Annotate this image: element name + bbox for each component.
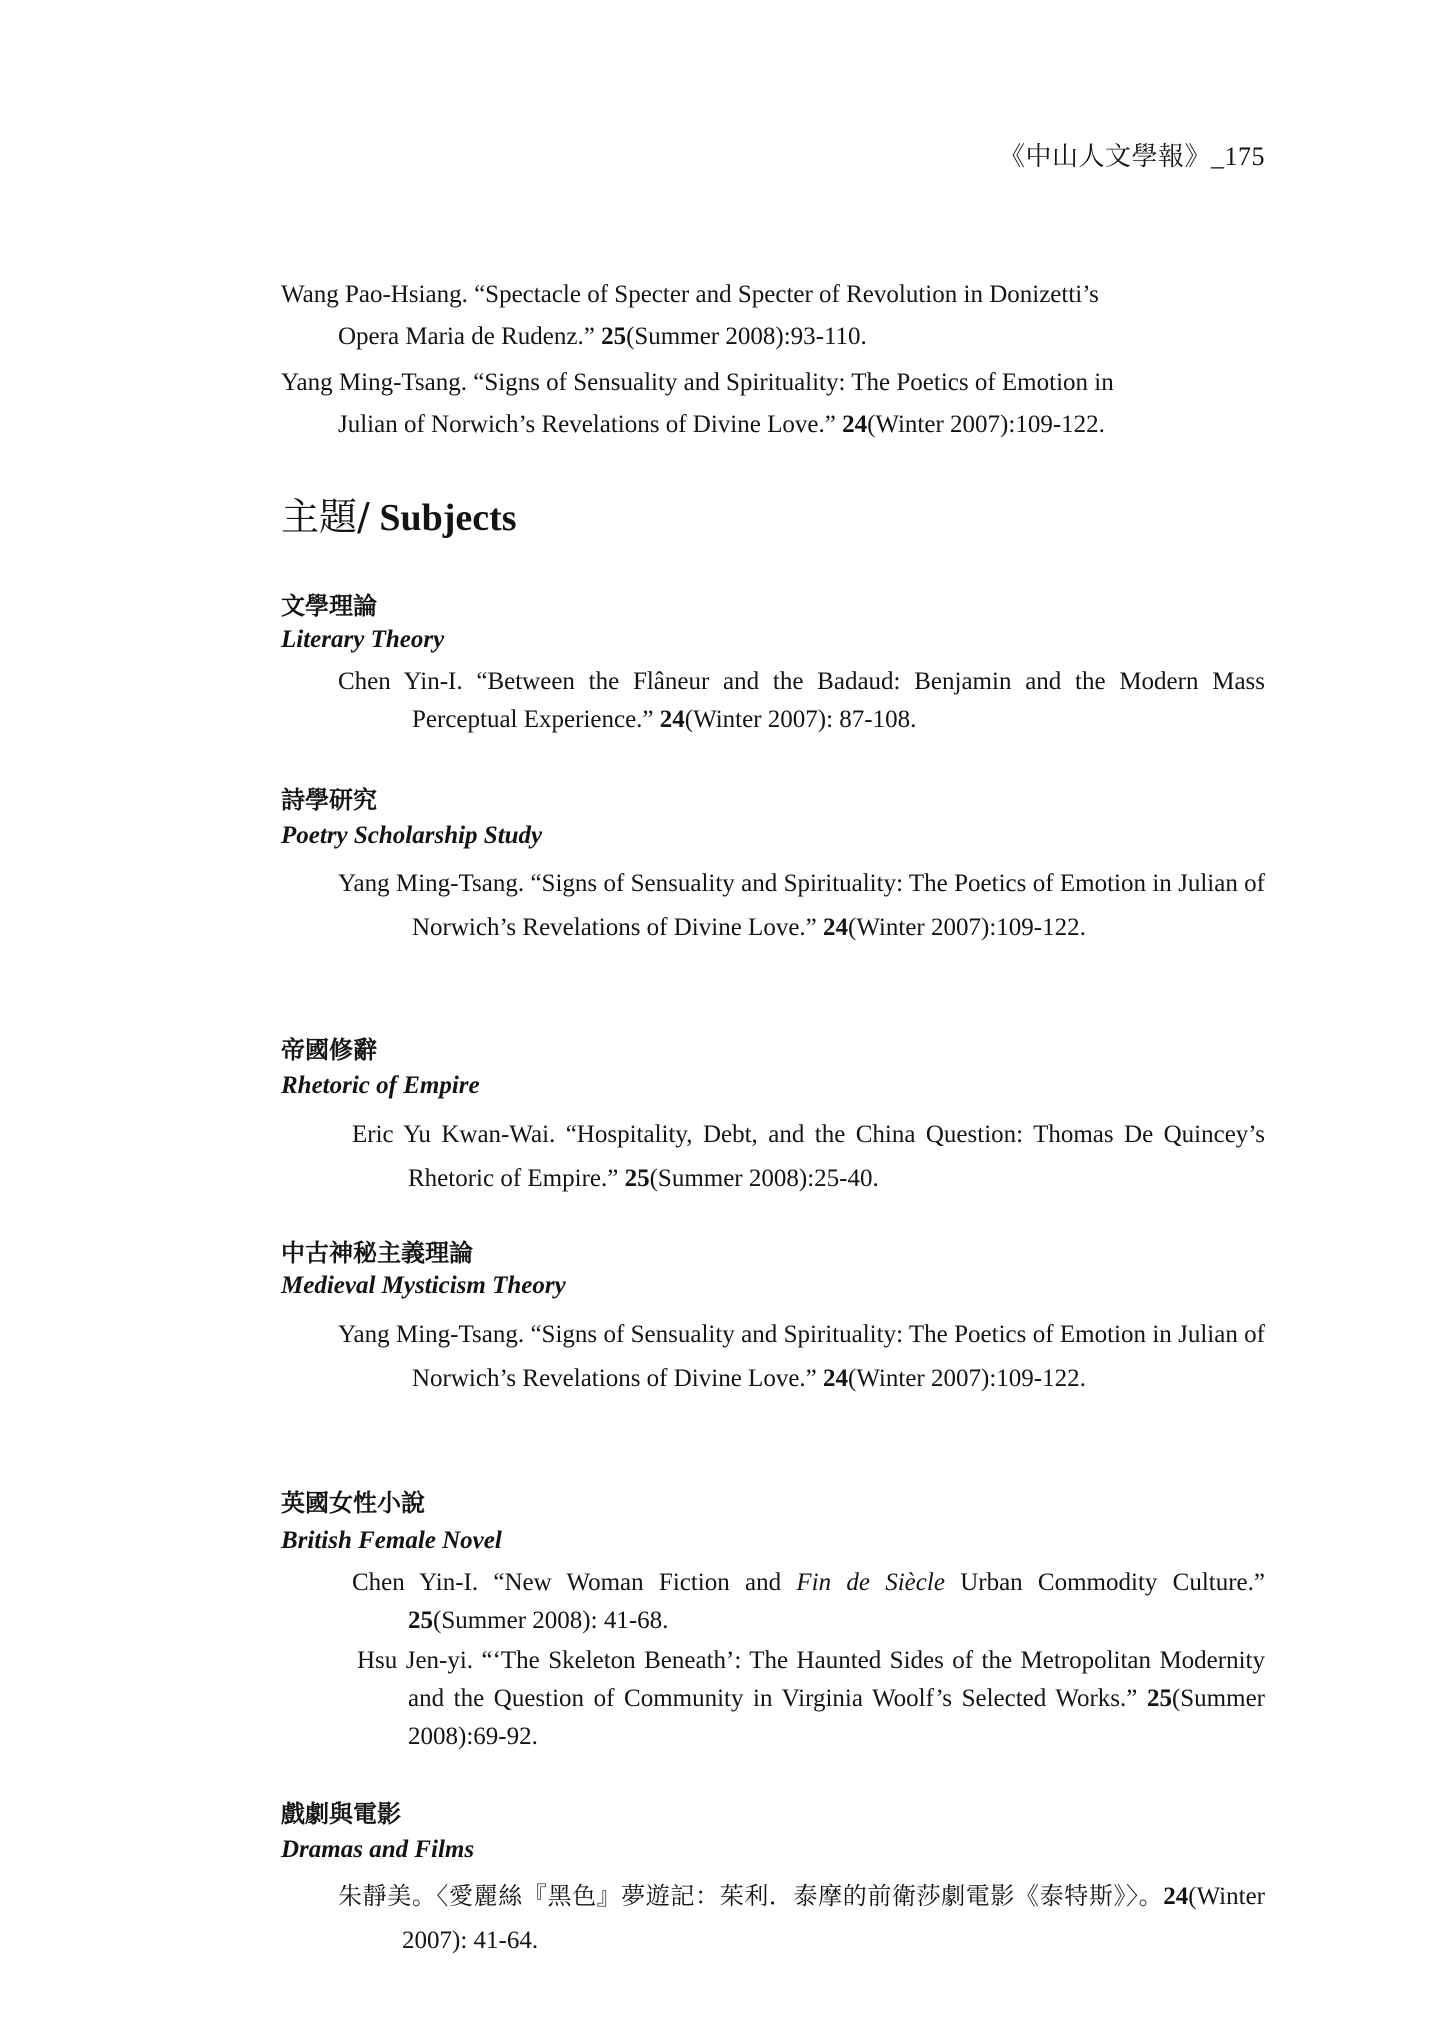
reference-text: Urban Commodity Culture.” xyxy=(944,1569,1265,1596)
reference-italic-text: Fin de Siècle xyxy=(796,1569,945,1596)
entry-line xyxy=(281,404,1265,446)
reference-text: (Winter 2007): 41-64. xyxy=(402,1883,1265,1954)
entry-line: Yang Ming-Tsang. “Signs of Sensuality and Spirituality: The Poetics of Emotion in xyxy=(281,369,1114,396)
reference xyxy=(352,1564,1265,1640)
entry-line xyxy=(281,316,1265,358)
reference-text: Hsu Jen-yi. “‘The Skeleton Beneath’: The Haunted Sides of the Metropolitan Modernity and the Question of Community in Virginia Woolf’s Selected Works.” xyxy=(357,1647,1265,1712)
category-title-zh: 帝國修辭 xyxy=(281,1036,377,1064)
volume-number: 24 xyxy=(1163,1883,1189,1910)
reference-text: (Summer 2008):69-92. xyxy=(408,1685,1265,1750)
running-header: 《中山人文學報》_175 xyxy=(998,142,1265,171)
reference-text: Chen Yin-I. “Between the Flâneur and the Badaud: Benjamin and the Modern Mass Perceptual Experience.” xyxy=(338,668,1265,733)
volume-number: 24 xyxy=(823,1365,849,1392)
category-title-en: Dramas and Films xyxy=(281,1836,475,1863)
bibliography-entry xyxy=(281,274,1265,358)
bibliography-entry xyxy=(281,362,1265,446)
reference-text: Chen Yin-I. “New Woman Fiction and xyxy=(352,1569,797,1596)
heading-en: Subjects xyxy=(369,497,517,539)
category-title-en: Literary Theory xyxy=(281,626,445,653)
category-title-en: Medieval Mysticism Theory xyxy=(281,1272,566,1299)
entry-text: Opera Maria de Rudenz.” xyxy=(338,323,602,350)
reference-text: (Summer 2008):25-40. xyxy=(649,1165,879,1192)
category-title-zh: 文學理論 xyxy=(281,592,377,620)
reference xyxy=(338,663,1265,739)
reference-text: (Summer 2008): 41-68. xyxy=(433,1607,669,1634)
category-title-zh: 戲劇與電影 xyxy=(281,1800,401,1828)
reference xyxy=(338,1874,1265,1963)
volume-number: 24 xyxy=(823,914,849,941)
category-title-zh: 中古神秘主義理論 xyxy=(281,1239,473,1267)
reference xyxy=(352,1113,1265,1201)
category-title-en: Poetry Scholarship Study xyxy=(281,822,543,849)
heading-zh: 主題/ xyxy=(281,495,370,539)
category-title-en: British Female Novel xyxy=(281,1527,502,1554)
volume-number: 25 xyxy=(601,323,627,350)
volume-number: 25 xyxy=(408,1607,433,1634)
category-title-en: Rhetoric of Empire xyxy=(281,1072,480,1099)
entry-line: Wang Pao-Hsiang. “Spectacle of Specter and Specter of Revolution in Donizetti’s xyxy=(281,281,1099,308)
volume-number: 25 xyxy=(1146,1685,1172,1712)
reference xyxy=(338,862,1265,950)
reference-text: (Winter 2007):109-122. xyxy=(848,1365,1086,1392)
reference-text: Eric Yu Kwan-Wai. “Hospitality, Debt, and the China Question: Thomas De Quincey’s Rhetoric of Empire.” xyxy=(352,1121,1265,1192)
entry-text: (Winter 2007):109-122. xyxy=(867,411,1105,438)
reference xyxy=(357,1642,1265,1756)
entry-text: (Summer 2008):93-110. xyxy=(626,323,867,350)
reference-text: (Winter 2007): 87-108. xyxy=(684,706,917,733)
volume-number: 24 xyxy=(659,706,685,733)
reference xyxy=(338,1313,1265,1401)
reference-text: Yang Ming-Tsang. “Signs of Sensuality and Spirituality: The Poetics of Emotion in Julian of Norwich’s Revelations of Divine Love.” xyxy=(338,1321,1265,1392)
reference-text: (Winter 2007):109-122. xyxy=(848,914,1086,941)
volume-number: 25 xyxy=(624,1165,650,1192)
category-title-zh: 詩學研究 xyxy=(281,786,377,814)
entry-text: Julian of Norwich’s Revelations of Divine Love.” xyxy=(338,411,843,438)
reference-text: 朱靜美。〈愛麗絲『黑色』夢遊記：茱利．泰摩的前衛莎劇電影《泰特斯》〉。 xyxy=(338,1882,1164,1910)
volume-number: 24 xyxy=(842,411,868,438)
section-heading xyxy=(281,486,517,541)
category-title-zh: 英國女性小說 xyxy=(281,1489,425,1517)
reference-text: Yang Ming-Tsang. “Signs of Sensuality and Spirituality: The Poetics of Emotion in Julian of Norwich’s Revelations of Divine Love.” xyxy=(338,870,1265,941)
